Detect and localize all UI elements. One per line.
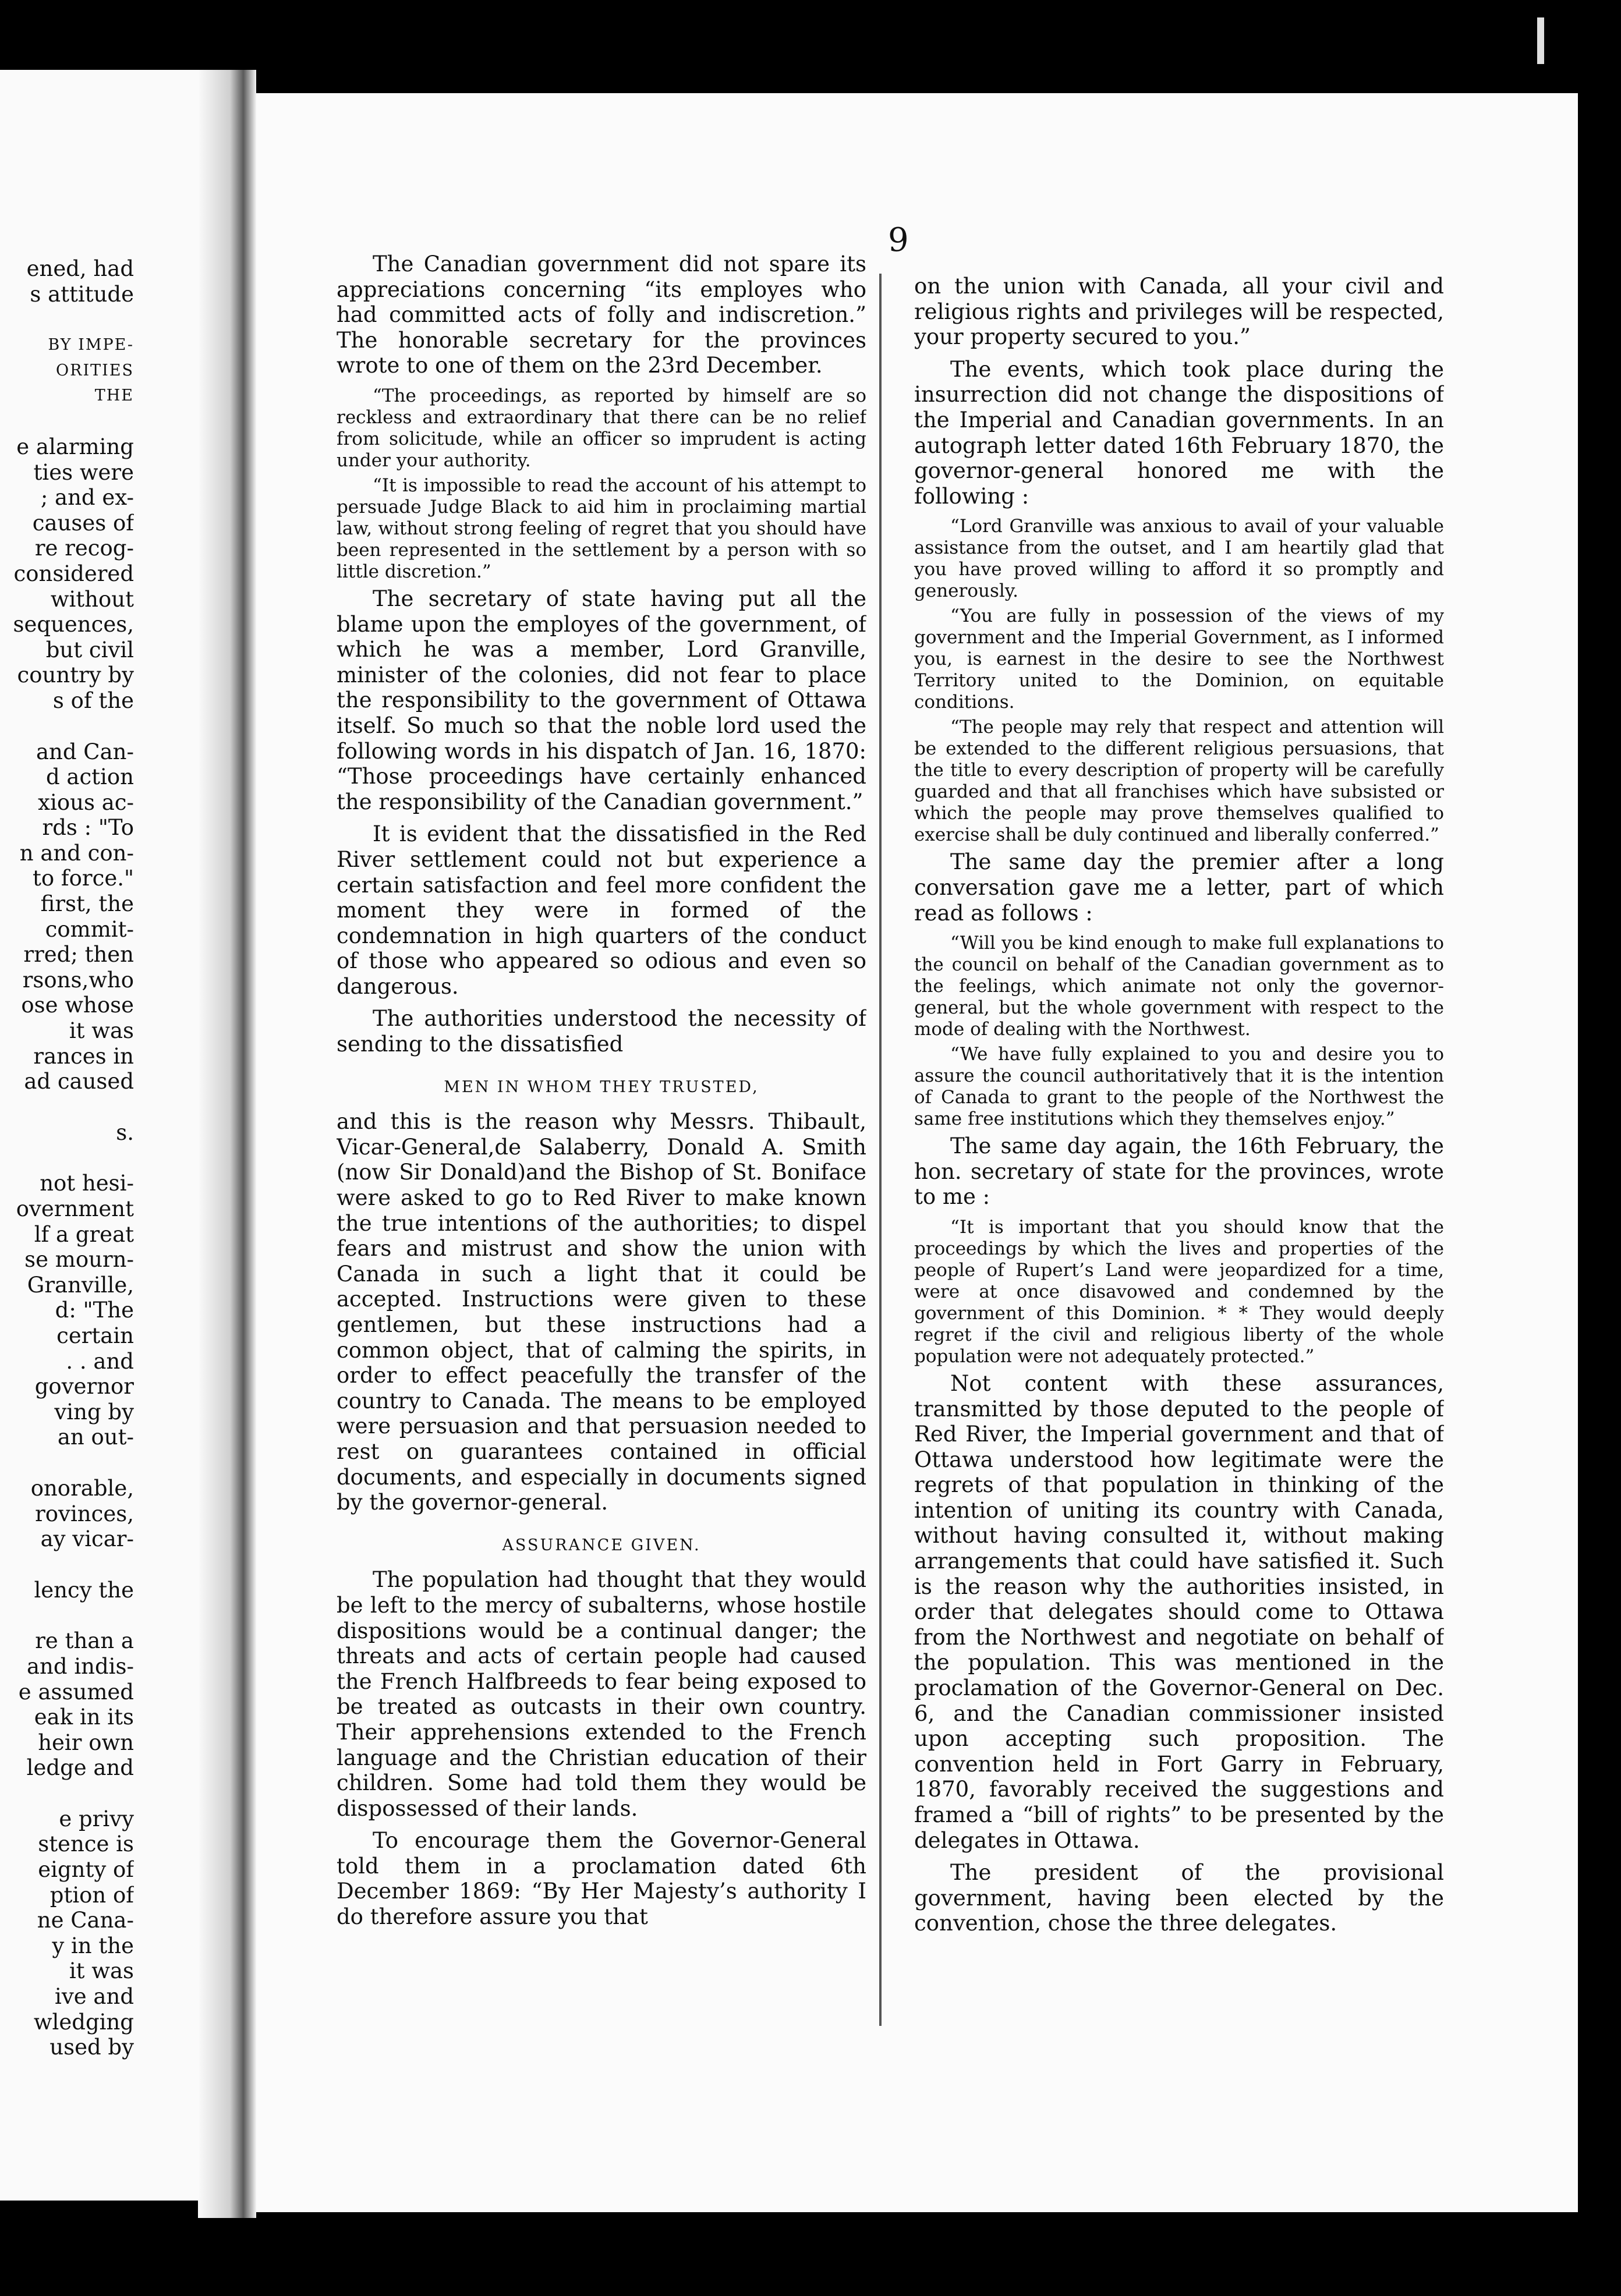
paragraph: The authorities understood the necessity of sending to the dissatisfied <box>337 1006 866 1057</box>
previous-page-line: xious ac- <box>38 789 134 815</box>
previous-page-line: ne Cana- <box>37 1908 134 1933</box>
paragraph: The same day the premier after a long conversation gave me a letter, part of which read as follows : <box>914 849 1444 926</box>
previous-page-line: ay vicar- <box>40 1526 134 1552</box>
section-heading: MEN IN WHOM THEY TRUSTED, <box>444 1078 759 1096</box>
previous-page-line: re recog- <box>34 536 134 561</box>
previous-page-line: first, the <box>40 891 134 917</box>
previous-page-line: . . and <box>66 1348 134 1374</box>
previous-page-line: lf a great <box>34 1221 134 1247</box>
previous-page-line: sequences, <box>13 612 134 637</box>
right-column <box>914 274 1444 2067</box>
paragraph: It is evident that the dissatisfied in the Red River settlement could not but experience a certain satisfaction and feel more confident the moment they were in formed of the condemnation in high quarters of the conduct of those who appeared so odious and even so dangerous. <box>337 821 866 999</box>
previous-page-line: rred; then <box>23 942 134 968</box>
previous-page-line: eignty of <box>38 1857 134 1883</box>
previous-page-line: causes of <box>32 510 134 536</box>
previous-page-line: without <box>50 586 134 612</box>
paragraph: The events, which took place during the insurrection did not change the dispositions of the Imperial and Canadian governments. In an autograph letter dated 16th February 1870, the governor-general honored me with the following : <box>914 356 1444 509</box>
quotation: “It is impossible to read the account of his attempt to persuade Judge Black to aid him in proclaiming martial law, without strong feeling of regret that you should have been represented in the settlement by a person with so little discretion.” <box>337 474 866 582</box>
quotation: “The people may rely that respect and attention will be extended to the different religious persuasions, that the title to every description of property will be carefully guarded and that all franchises which have subsisted or which the people may prove themselves qualified to exercise shall be duly continued and liberally conferred.” <box>914 717 1444 846</box>
previous-page-line: rovinces, <box>35 1501 134 1526</box>
previous-page-line: certain <box>56 1323 134 1348</box>
quotation: “Will you be kind enough to make full explanations to the council on behalf of the Canadian government as to the feelings, which animate not only the governor-general, but the whole government with respect to the mode of dealing with the Northwest. <box>914 933 1444 1040</box>
previous-page-text <box>0 256 134 2195</box>
line-gap <box>0 1552 134 1578</box>
previous-page-line: country by <box>17 662 134 688</box>
paragraph: The Canadian government did not spare its appreciations concerning “its employes who had committed acts of folly and indiscretion.” The honorable secretary for the provinces wrote to one of them on the 23rd December. <box>337 251 866 378</box>
line-gap <box>0 1094 134 1120</box>
line-gap <box>0 409 134 434</box>
previous-page-line: ose whose <box>21 993 134 1018</box>
paragraph: Not content with these assurances, transmitted by those deputed to the people of Red River, the Imperial government and that of Ottawa understood how legitimate were the regrets of that population in thinking of the intention of uniting its country with Canada, without having consulted it, without making arrangements that could have satisfied it. Such is the reason why the authorities insisted, in order that delegates should come to Ottawa from the Northwest and negotiate on behalf of the population. This was mentioned in the proclamation of the Governor-General on Dec. 6, and the Canadian commissioner insisted upon accepting such proposition. The convention held in Fort Garry in February, 1870, favorably received the suggestions and framed a “bill of rights” to be presented by the delegates in Ottawa. <box>914 1370 1444 1853</box>
section-heading: ASSURANCE GIVEN. <box>502 1536 701 1554</box>
previous-page-line: e assumed <box>18 1679 134 1705</box>
previous-page-line: ledge and <box>26 1755 134 1781</box>
quotation: “We have fully explained to you and desire you to assure the council authoritatively that it is the intention of Canada to grant to the people of the Northwest the same free institutions which they themselves enjoy.” <box>914 1044 1444 1130</box>
previous-page-line: considered <box>13 561 134 586</box>
previous-page-line: it was <box>69 1018 134 1044</box>
line-gap <box>0 1145 134 1171</box>
paragraph: The population had thought that they would be left to the mercy of subalterns, whose hostile dispositions would be a continual danger; the threats and acts of certain people had caused the French Halfbreeds to fear being exposed to be treated as outcasts in their own country. Their apprehensions extended to the French language and the Christian education of their children. Some had told them they would be dispossessed of their lands. <box>337 1567 866 1821</box>
paragraph: and this is the reason why Messrs. Thibault, Vicar-General,de Salaberry, Donald A. Smith (now Sir Donald)and the Bishop of St. Boniface were asked to go to Red River to make known the true intentions of the authorities; to dispel fears and mistrust and show the union with Canada in such a light that it could be accepted. Instructions were given to these gentlemen, but these instructions had a common object, that of calming the spirits, in order to effect peacefully the transfer of the country to Canada. The means to be employed were persuasion and that persuasion needed to rest on guarantees contained in official documents, and especially in documents signed by the governor-general. <box>337 1109 866 1515</box>
previous-page-line: THE <box>94 387 134 405</box>
book-gutter <box>198 70 256 2218</box>
previous-page-line: wledging <box>33 2009 134 2035</box>
line-gap <box>0 307 134 332</box>
quotation: “Lord Granville was anxious to avail of your valuable assistance from the outset, and I am heartily glad that you have proved willing to afford it so promptly and generously. <box>914 516 1444 602</box>
previous-page-line: d action <box>45 764 134 790</box>
previous-page-line: governor <box>34 1374 134 1399</box>
previous-page-line: rances in <box>33 1043 134 1069</box>
previous-page-line: not hesi- <box>40 1171 134 1196</box>
previous-page-line: se mourn- <box>24 1247 134 1273</box>
paragraph: on the union with Canada, all your civil and religious rights and privileges will be respected, your property secured to you.” <box>914 274 1444 350</box>
column-rule <box>879 274 882 2026</box>
line-gap <box>0 1603 134 1628</box>
previous-page-line: Granville, <box>27 1272 134 1298</box>
previous-page-line: e privy <box>59 1806 134 1831</box>
paragraph: The secretary of state having put all the blame upon the employes of the government, of which he was a member, Lord Granville, minister of the colonies, did not fear to place the responsibility to the government of Ottawa itself. So much so that the noble lord used the following words in his dispatch of Jan. 16, 1870: “Those proceedings have certainly enhanced the responsibility of the Canadian government.” <box>337 586 866 814</box>
previous-page-line: ption of <box>49 1882 134 1908</box>
previous-page-line: heir own <box>38 1730 134 1755</box>
previous-page-line: it was <box>69 1958 134 1984</box>
previous-page-line: s of the <box>52 688 134 713</box>
previous-page-line: overnment <box>16 1196 134 1221</box>
previous-page-line: BY IMPE- <box>48 336 134 355</box>
line-gap <box>0 714 134 739</box>
line-gap <box>0 1450 134 1476</box>
previous-page-line: and Can- <box>36 739 134 764</box>
previous-page-line: rds : "To <box>42 815 134 841</box>
previous-page-line: stence is <box>38 1831 134 1857</box>
quotation: “The proceedings, as reported by himself are so reckless and extraordinary that there can be no relief from solicitude, while an officer so imprudent is acting under your authority. <box>337 385 866 471</box>
previous-page-line: ties were <box>33 459 134 485</box>
quotation: “It is important that you should know that the proceedings by which the lives and properties of the people of Rupert’s Land were jeopardized for a time, were at once disavowed and condemned by the government of this Dominion. * * They would deeply regret if the civil and religious liberty of the whole population were not adequately protected.” <box>914 1216 1444 1367</box>
previous-page-line: ive and <box>55 1984 134 2010</box>
previous-page-line: commit- <box>45 916 134 942</box>
line-gap <box>0 1781 134 1806</box>
left-column <box>337 251 866 2085</box>
previous-page-line: lency the <box>34 1577 134 1603</box>
previous-page-line: ORITIES <box>55 361 134 380</box>
page-number: 9 <box>888 221 909 259</box>
previous-page-line: ened, had <box>26 256 134 281</box>
paragraph: To encourage them the Governor-General told them in a proclamation dated 6th December 1869: “By Her Majesty’s authority I do therefore assure you that <box>337 1828 866 1930</box>
previous-page-line: ; and ex- <box>40 485 134 511</box>
previous-page-line: ving by <box>54 1399 134 1425</box>
previous-page-line: n and con- <box>19 840 134 866</box>
previous-page-line: d: "The <box>55 1298 134 1323</box>
previous-page-line: an out- <box>57 1425 134 1450</box>
previous-page-line: used by <box>49 2035 134 2060</box>
quotation: “You are fully in possession of the views of my government and the Imperial Government, as I informed you, is earnest in the desire to see the Northwest Territory united to the Dominion, on equitable conditions. <box>914 605 1444 713</box>
paragraph: The same day again, the 16th February, the hon. secretary of state for the provinces, wrote to me : <box>914 1133 1444 1210</box>
previous-page-line: ad caused <box>24 1069 134 1094</box>
previous-page-line: re than a <box>35 1628 134 1654</box>
previous-page-line: to force." <box>33 866 134 891</box>
previous-page-line: and indis- <box>26 1653 134 1679</box>
scan-mark <box>1537 17 1544 64</box>
previous-page-line: onorable, <box>30 1475 134 1501</box>
previous-page-line: y in the <box>52 1933 134 1958</box>
previous-page-line: eak in its <box>34 1705 134 1730</box>
previous-page-line: s. <box>116 1119 134 1145</box>
previous-page-line: s attitude <box>30 281 134 307</box>
previous-page-line: e alarming <box>16 434 134 459</box>
previous-page-line: rsons,who <box>22 967 134 993</box>
paragraph: The president of the provisional government, having been elected by the convention, chose the three delegates. <box>914 1860 1444 1936</box>
previous-page-line: but civil <box>45 637 134 662</box>
